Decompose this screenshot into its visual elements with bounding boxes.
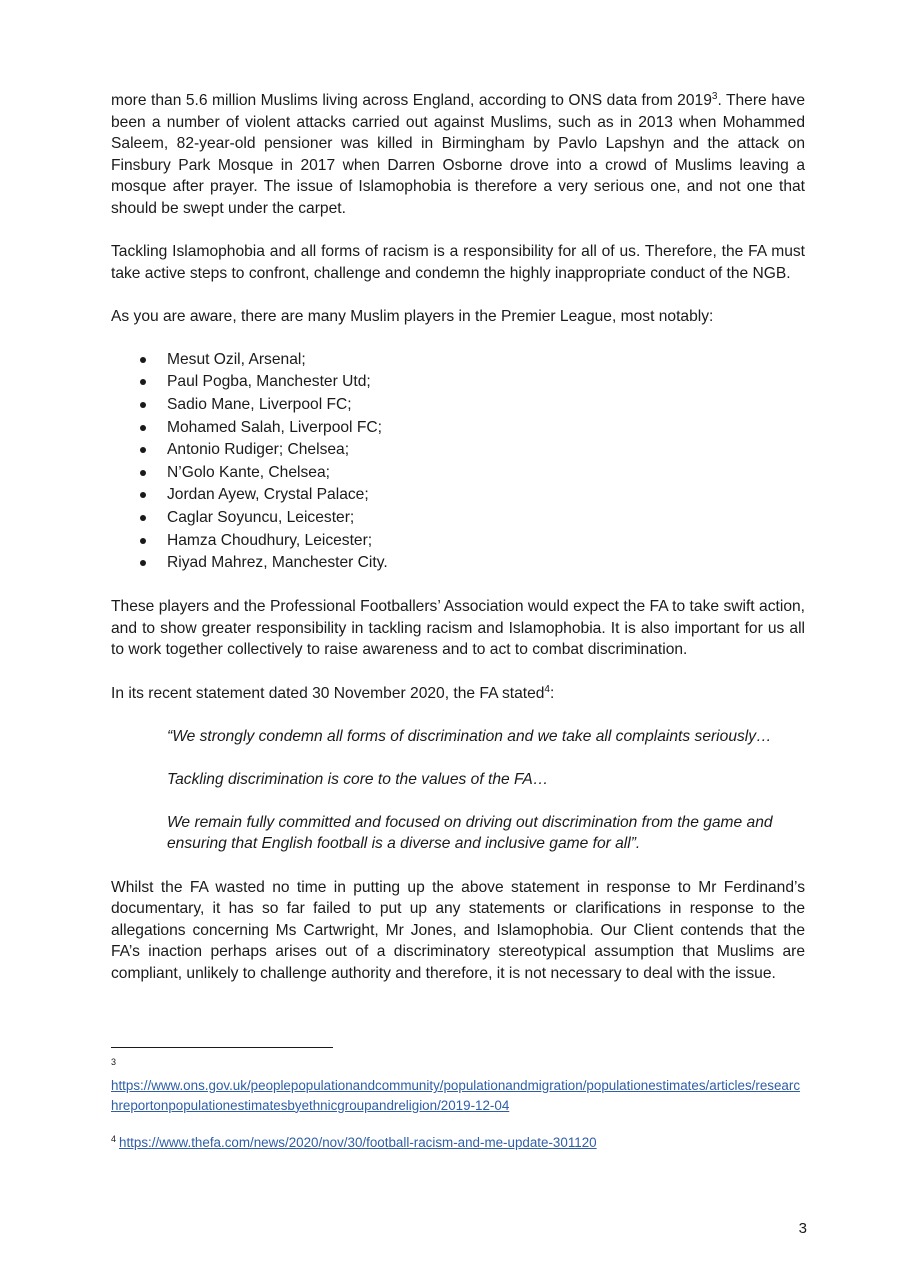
list-item: Sadio Mane, Liverpool FC; xyxy=(167,394,805,417)
paragraph-fa-inaction: Whilst the FA wasted no time in putting up the above statement in response to Mr Ferdinand’s documentary, it has so far failed to put up any statements or clarifications in response to the allegations concerning Ms Cartwright, Mr Jones, and Islamophobia. Our Client contends that the FA’s inaction perhaps arises out of a discriminatory stereotypical assumption that Muslims are compliant, unlikely to challenge authority and therefore, it is not necessary to deal with the issue. xyxy=(111,878,805,982)
body-text xyxy=(111,90,805,1006)
footnote-3 xyxy=(111,1056,805,1115)
list-item: Jordan Ayew, Crystal Palace; xyxy=(167,484,805,507)
list-item: Hamza Choudhury, Leicester; xyxy=(167,530,805,553)
players-list xyxy=(111,349,805,575)
quote-committed: We remain fully committed and focused on driving out discrimination from the game and ensuring that English football is a diverse and inclusive game for all”. xyxy=(167,813,773,853)
list-item: Caglar Soyuncu, Leicester; xyxy=(167,507,805,530)
paragraph-fa-statement-intro: In its recent statement dated 30 November 2020, the FA stated$^4$: xyxy=(111,683,555,702)
quote-core-values: Tackling discrimination is core to the values of the FA… xyxy=(167,770,549,788)
list-item: Riyad Mahrez, Manchester City. xyxy=(167,552,805,575)
paragraph-pfa-expectation: These players and the Professional Footballers’ Association would expect the FA to take swift action, and to show greater responsibility in tackling racism and Islamophobia. It is also important for us all to work together collectively to raise awareness and to act to combat discrimination. xyxy=(111,598,805,659)
footnote-link-ons[interactable]: https://www.ons.gov.uk/peoplepopulationandcommunity/populationandmigration/populationestimates/articles/researchreportonpopulationestimatesbyethnicgroupandreligion/2019-12-04 xyxy=(111,1078,801,1113)
paragraph-ons-data: more than 5.6 million Muslims living across England, according to ONS data from 2019$^3$. There have been a number of violent attacks carried out against Muslims, such as in 2013 when Mohammed Saleem, 82-year-old pensioner was killed in Birmingham by Pavlo Lapshyn and the attack on Finsbury Park Mosque in 2017 when Darren Osborne drove into a crowd of Muslims leaving a mosque after prayer. The issue of Islamophobia is therefore a very serious one, and not one that should be swept under the carpet. xyxy=(111,90,806,217)
list-item: Antonio Rudiger; Chelsea; xyxy=(167,439,805,462)
footnote-divider xyxy=(111,1047,333,1048)
quote-condemn: “We strongly condemn all forms of discrimination and we take all complaints seriously… xyxy=(167,727,772,745)
list-item: N’Golo Kante, Chelsea; xyxy=(167,462,805,485)
paragraph-responsibility: Tackling Islamophobia and all forms of racism is a responsibility for all of us. Therefore, the FA must take active steps to confront, challenge and condemn the highly inappropriate conduct of the NGB. xyxy=(111,243,805,282)
footnote-ref-3[interactable]: 3 xyxy=(711,90,718,102)
footnotes xyxy=(111,1056,805,1171)
paragraph-players-intro: As you are aware, there are many Muslim players in the Premier League, most notably: xyxy=(111,307,714,325)
footnote-4 xyxy=(111,1133,805,1153)
list-item: Paul Pogba, Manchester Utd; xyxy=(167,371,805,394)
footnote-number: 3 xyxy=(111,1057,117,1067)
page-number: 3 xyxy=(798,1220,807,1237)
list-item: Mohamed Salah, Liverpool FC; xyxy=(167,417,805,440)
footnote-ref-4[interactable]: 4 xyxy=(544,683,550,695)
footnote-link-thefa[interactable]: https://www.thefa.com/news/2020/nov/30/football-racism-and-me-update-301120 xyxy=(119,1135,597,1150)
footnote-number: 4 xyxy=(111,1133,117,1144)
list-item: Mesut Ozil, Arsenal; xyxy=(167,349,805,372)
